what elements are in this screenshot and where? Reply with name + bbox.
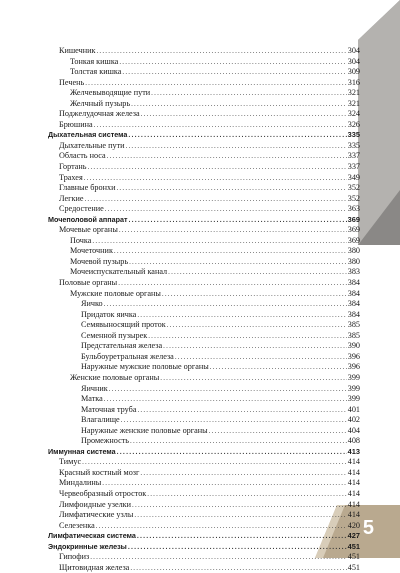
toc-entry-title: Дыхательные пути (59, 140, 125, 150)
toc-entry-page: 352 (347, 183, 360, 193)
toc-entry-title: Наружные женские половые органы (81, 425, 208, 435)
toc-entry-title: Мочеточник (70, 246, 113, 256)
toc-entry-title: Мочевой пузырь (70, 256, 129, 266)
dot-leader (84, 194, 346, 205)
toc-entry-title: Дыхательная система (48, 130, 128, 140)
toc-entry (48, 415, 360, 426)
toc-entry (48, 257, 360, 268)
toc-entry (48, 457, 360, 468)
toc-entry-title: Гипофиз (59, 552, 90, 562)
toc-entry (48, 341, 360, 352)
toc-entry (48, 436, 360, 447)
toc-entry (48, 500, 360, 511)
toc-entry (48, 320, 360, 331)
dot-leader (148, 331, 347, 342)
dot-leader (137, 310, 346, 321)
toc-entry (48, 331, 360, 342)
toc-entry (48, 352, 360, 363)
dot-leader (137, 532, 347, 543)
toc-entry-title: Эндокринные железы (48, 541, 127, 551)
toc-entry-page: 451 (347, 541, 360, 551)
dot-leader (107, 151, 347, 162)
dot-leader (119, 225, 347, 236)
toc-entry (48, 151, 360, 162)
toc-entry-page: 380 (347, 246, 360, 256)
toc-entry-page: 383 (347, 267, 360, 277)
toc-entry-page: 414 (347, 499, 360, 509)
toc-entry (48, 173, 360, 184)
toc-entry (48, 109, 360, 120)
toc-entry (48, 120, 360, 131)
toc-entry (48, 426, 360, 437)
dot-leader (131, 99, 347, 110)
dot-leader (147, 489, 346, 500)
toc-entry (48, 289, 360, 300)
toc-section-heading (48, 130, 360, 141)
dot-leader (137, 405, 346, 416)
toc-entry (48, 310, 360, 321)
toc-entry-title: Наружные мужские половые органы (81, 362, 209, 372)
dot-leader (167, 320, 347, 331)
dot-leader (132, 500, 347, 511)
toc-entry-page: 384 (347, 299, 360, 309)
toc-entry-title: Червеобразный отросток (59, 488, 147, 498)
toc-entry-page: 369 (347, 225, 360, 235)
toc-entry-title: Желчевыводящие пути (70, 88, 151, 98)
dot-leader (130, 563, 346, 573)
dot-leader (96, 521, 347, 532)
dot-leader (118, 278, 347, 289)
dot-leader (126, 141, 347, 152)
toc-entry-title: Главные бронхи (59, 183, 116, 193)
toc-entry-title: Кишечник (59, 46, 96, 55)
toc-entry-title: Тимус (59, 457, 82, 467)
dot-leader (162, 289, 347, 300)
toc-entry (48, 194, 360, 205)
toc-section-heading (48, 447, 360, 458)
dot-leader (210, 362, 347, 373)
toc-entry-page: 385 (347, 320, 360, 330)
toc-entry-page: 369 (347, 235, 360, 245)
dot-leader (151, 88, 347, 99)
toc-entry-page: 384 (347, 309, 360, 319)
toc-entry (48, 278, 360, 289)
toc-entry-page: 385 (347, 330, 360, 340)
dot-leader (121, 415, 347, 426)
toc-entry (48, 478, 360, 489)
dot-leader (140, 468, 346, 479)
toc-entry-page: 408 (347, 436, 360, 446)
toc-entry-title: Мочевые органы (59, 225, 118, 235)
toc-entry-title: Мужские половые органы (70, 288, 161, 298)
toc-entry-page: 401 (347, 404, 360, 414)
dot-leader (130, 436, 347, 447)
toc-entry (48, 183, 360, 194)
toc-entry (48, 299, 360, 310)
dot-leader (116, 183, 346, 194)
dot-leader (129, 257, 347, 268)
toc-entry-page: 304 (347, 56, 360, 66)
dot-leader (141, 109, 347, 120)
toc-entry-page: 414 (347, 478, 360, 488)
toc-entry-title: Влагалище (81, 415, 120, 425)
toc-entry-title: Придаток яичка (81, 309, 137, 319)
dot-leader (84, 173, 347, 184)
toc-entry-title: Маточная труба (81, 404, 137, 414)
toc-entry-title: Тонкая кишка (70, 56, 119, 66)
toc-section-heading (48, 542, 360, 553)
toc-entry-page: 352 (347, 193, 360, 203)
dot-leader (104, 394, 347, 405)
toc-entry-title: Лимфатическая система (48, 531, 136, 541)
toc-entry-page: 402 (347, 415, 360, 425)
toc-entry-title: Почка (70, 235, 92, 245)
toc-entry-title: Мочеполовой аппарат (48, 214, 128, 224)
toc-entry (48, 384, 360, 395)
toc-entry-title: Селезенка (59, 520, 95, 530)
toc-entry (48, 267, 360, 278)
toc-entry-page: 369 (347, 214, 360, 224)
dot-leader (134, 510, 346, 521)
toc-entry-title: Область носа (59, 151, 106, 161)
toc-entry (48, 236, 360, 247)
toc-entry-page: 404 (347, 425, 360, 435)
toc-entry-page: 414 (347, 467, 360, 477)
toc-entry (48, 78, 360, 89)
toc-entry-title: Брюшина (59, 119, 93, 129)
toc-entry-page: 413 (347, 446, 360, 456)
dot-leader (109, 384, 347, 395)
dot-leader (94, 120, 347, 131)
toc-entry (48, 405, 360, 416)
toc-entry-title: Половые органы (59, 278, 118, 288)
toc-entry-page: 414 (347, 488, 360, 498)
toc-entry-page: 384 (347, 278, 360, 288)
toc-entry (48, 99, 360, 110)
toc-entry-page: 399 (347, 372, 360, 382)
toc-entry (48, 510, 360, 521)
toc-entry-page: 337 (347, 151, 360, 161)
toc-entry-title: Желчный пузырь (70, 98, 131, 108)
toc-entry-title: Семявыносящий проток (81, 320, 166, 330)
dot-leader (102, 478, 346, 489)
dot-leader (88, 162, 347, 173)
toc-entry-page: 304 (347, 46, 360, 55)
toc-entry-page: 414 (347, 510, 360, 520)
dot-leader (82, 457, 347, 468)
decorative-corner-shape (358, 0, 400, 245)
toc-entry-title: Семенной пузырек (81, 330, 148, 340)
dot-leader (96, 46, 346, 57)
toc-entry-title: Щитовидная железа (59, 562, 130, 572)
toc-entry-title: Лимфоидные узелки (59, 499, 132, 509)
toc-entry-title: Поджелудочная железа (59, 109, 140, 119)
toc-entry-title: Гортань (59, 162, 87, 172)
toc-section-heading (48, 531, 360, 542)
dot-leader (92, 236, 346, 247)
toc-entry-title: Иммунная система (48, 446, 116, 456)
dot-leader (104, 299, 347, 310)
toc-entry-page: 414 (347, 457, 360, 467)
toc-entry (48, 373, 360, 384)
dot-leader (163, 341, 347, 352)
toc-entry-page: 309 (347, 67, 360, 77)
toc-entry-page: 384 (347, 288, 360, 298)
toc-entry (48, 204, 360, 215)
toc-entry-title: Мочеиспускательный канал (70, 267, 168, 277)
toc-entry-page: 451 (347, 552, 360, 562)
toc-entry-title: Предстательная железа (81, 341, 163, 351)
toc-entry-title: Матка (81, 394, 103, 404)
toc-entry-page: 337 (347, 162, 360, 172)
toc-entry (48, 162, 360, 173)
toc-entry (48, 57, 360, 68)
toc-section-heading (48, 215, 360, 226)
toc-entry-title: Средостение (59, 204, 104, 214)
toc-entry-title: Красный костный мозг (59, 467, 140, 477)
dot-leader (85, 78, 347, 89)
page-number: 5 (362, 517, 374, 539)
toc-entry-title: Бульбоуретральная железа (81, 351, 174, 361)
toc-entry-page: 390 (347, 341, 360, 351)
toc-entry (48, 46, 360, 57)
toc-entry (48, 394, 360, 405)
toc-entry-title: Яичник (81, 383, 108, 393)
toc-entry-title: Лимфатические узлы (59, 510, 134, 520)
toc-entry (48, 362, 360, 373)
toc-entry-page: 324 (347, 109, 360, 119)
toc-entry (48, 563, 360, 573)
toc-entry-page: 427 (347, 531, 360, 541)
toc-entry-title: Легкие (59, 193, 84, 203)
toc-entry-page: 349 (347, 172, 360, 182)
toc-entry (48, 489, 360, 500)
toc-entry-page: 399 (347, 383, 360, 393)
dot-leader (160, 373, 346, 384)
toc-entry-title: Яичко (81, 299, 103, 309)
toc-entry-page: 380 (347, 256, 360, 266)
toc-entry-page: 451 (347, 562, 360, 572)
table-of-contents (48, 46, 360, 573)
toc-entry-page: 335 (347, 130, 360, 140)
toc-entry-title: Толстая кишка (70, 67, 122, 77)
toc-entry (48, 88, 360, 99)
dot-leader (122, 67, 346, 78)
toc-entry (48, 225, 360, 236)
dot-leader (168, 267, 347, 278)
dot-leader (175, 352, 347, 363)
toc-entry-page: 326 (347, 119, 360, 129)
dot-leader (119, 57, 346, 68)
dot-leader (114, 246, 347, 257)
toc-entry (48, 67, 360, 78)
toc-entry-page: 399 (347, 394, 360, 404)
toc-entry (48, 246, 360, 257)
toc-entry-title: Промежность (81, 436, 130, 446)
toc-entry-page: 420 (347, 520, 360, 530)
toc-entry (48, 521, 360, 532)
toc-entry-page: 321 (347, 88, 360, 98)
toc-entry-page: 335 (347, 140, 360, 150)
toc-entry-title: Миндалины (59, 478, 102, 488)
toc-entry (48, 141, 360, 152)
toc-entry-page: 316 (347, 77, 360, 87)
toc-entry-title: Трахея (59, 172, 83, 182)
dot-leader (105, 204, 347, 215)
dot-leader (209, 426, 347, 437)
toc-entry-page: 396 (347, 351, 360, 361)
toc-entry-page: 321 (347, 98, 360, 108)
toc-entry-title: Печень (59, 77, 85, 87)
toc-entry-page: 396 (347, 362, 360, 372)
toc-entry (48, 468, 360, 479)
toc-entry-title: Женские половые органы (70, 372, 160, 382)
toc-entry-page: 363 (347, 204, 360, 214)
